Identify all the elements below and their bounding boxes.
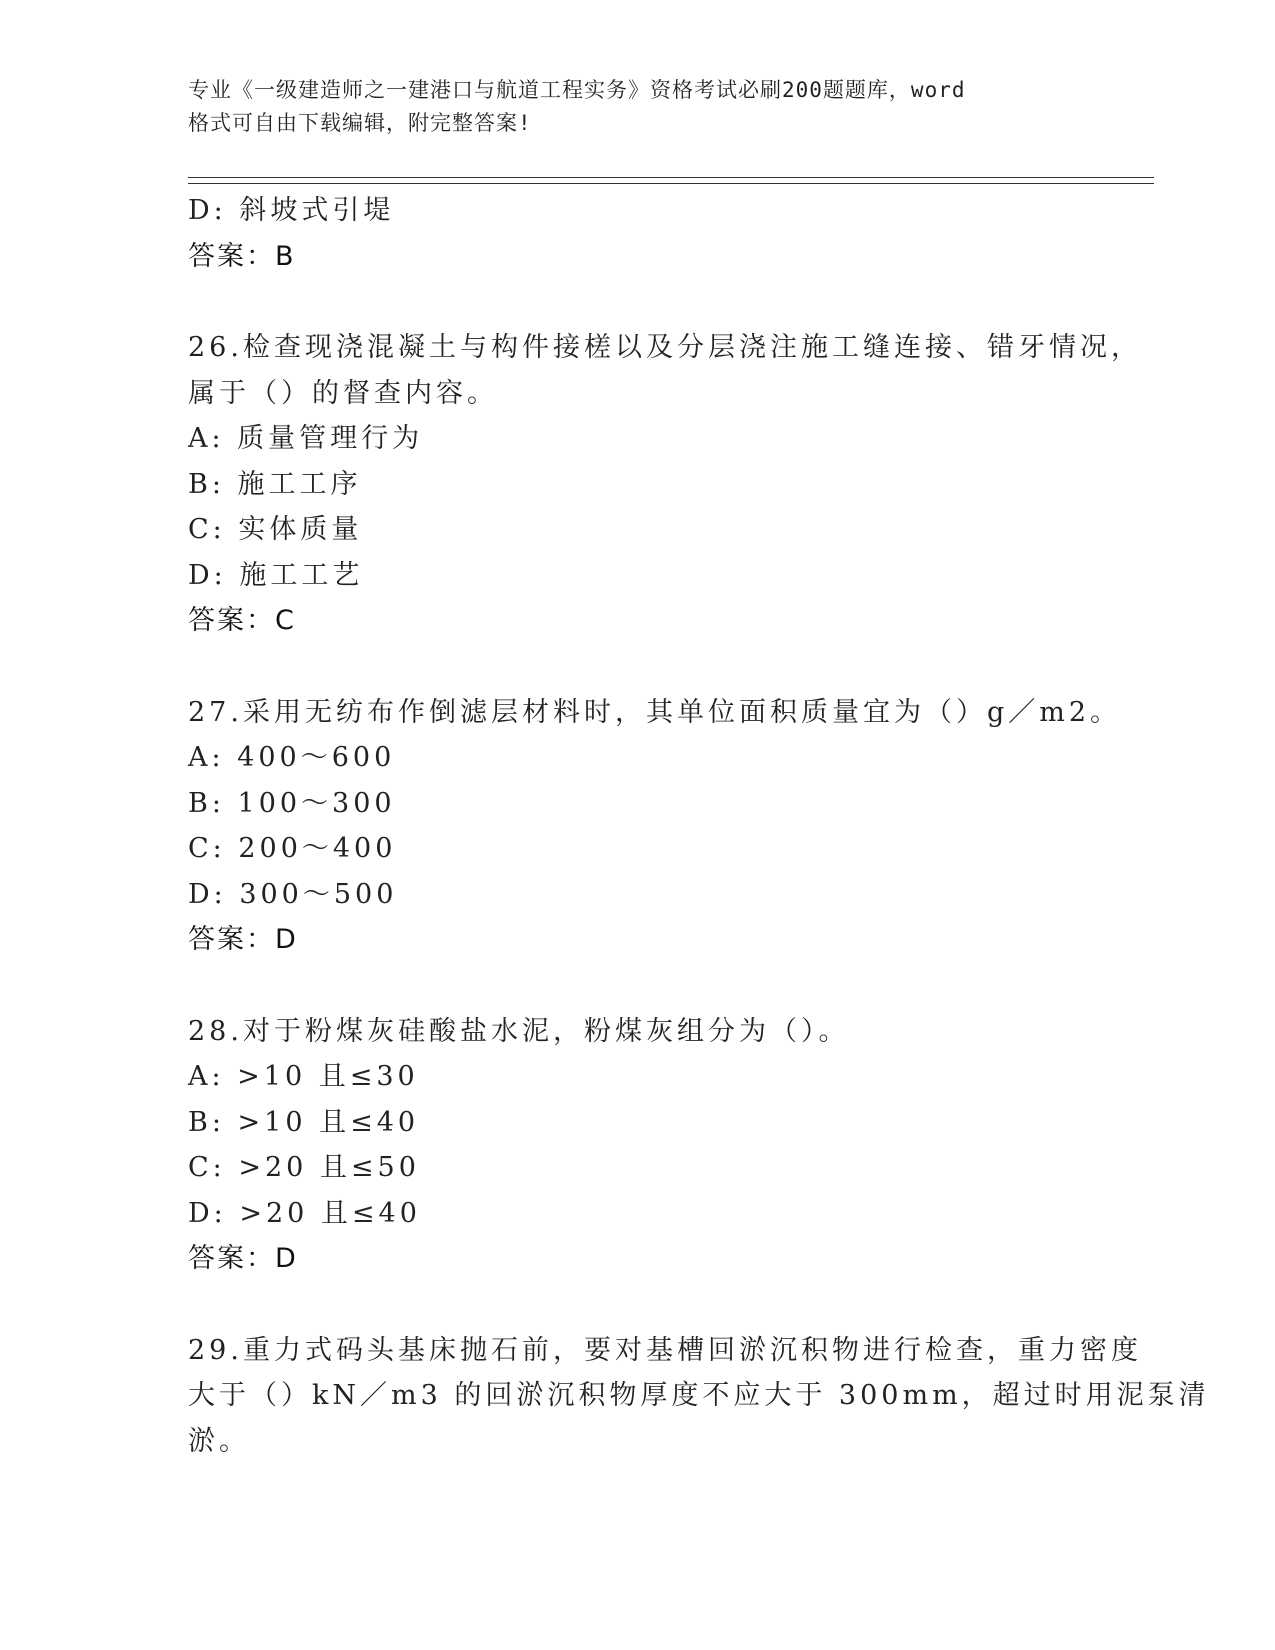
q27-option-b: B: 100～300	[188, 787, 396, 819]
q28-stem-line-1: 28.对于粉煤灰硅酸盐水泥，粉煤灰组分为（）。	[188, 1015, 850, 1047]
q28-option-c: C: >20 且≤50	[188, 1152, 420, 1183]
q29-stem-line-3: 淤。	[188, 1425, 250, 1457]
q28-option-d: D: >20 且≤40	[188, 1197, 421, 1229]
q28-option-b: B: >10 且≤40	[188, 1106, 420, 1138]
header-line-2: 格式可自由下载编辑，附完整答案!	[188, 111, 532, 135]
q26-stem-line-2: 属于（）的督查内容。	[188, 377, 498, 409]
q25-option-d: D: 斜坡式引堤	[188, 195, 395, 226]
q29-stem-line-2: 大于（）kN／m3 的回淤沉积物厚度不应大于 300mm，超过时用泥泵清	[188, 1380, 1210, 1411]
spacer	[188, 963, 1088, 1009]
q27-option-a: A: 400～600	[188, 742, 396, 773]
spacer	[188, 644, 1088, 690]
document-header	[188, 74, 1088, 140]
q25-answer: 答案：B	[188, 240, 296, 272]
q28-answer: 答案：D	[188, 1243, 298, 1274]
spacer	[188, 279, 1088, 325]
q27-answer: 答案：D	[188, 924, 298, 955]
q26-option-d: D: 施工工艺	[188, 559, 364, 591]
header-divider-bottom	[188, 183, 1154, 184]
q29-stem-line-1: 29.重力式码头基床抛石前，要对基槽回淤沉积物进行检查，重力密度	[188, 1334, 1142, 1366]
header-line-1: 专业《一级建造师之一建港口与航道工程实务》资格考试必刷200题题库，word	[188, 78, 966, 102]
q28-option-a: A: >10 且≤30	[188, 1061, 419, 1092]
q27-stem-line-1: 27.采用无纺布作倒滤层材料时，其单位面积质量宜为（）g／m2。	[188, 696, 1122, 728]
spacer	[188, 1282, 1088, 1328]
q26-option-c: C: 实体质量	[188, 514, 363, 545]
q27-option-d: D: 300～500	[188, 878, 398, 910]
q26-stem-line-1: 26.检查现浇混凝土与构件接槎以及分层浇注施工缝连接、错牙情况，	[188, 332, 1142, 363]
q26-answer: 答案：C	[188, 605, 296, 636]
header-divider-top	[188, 177, 1154, 178]
q26-option-b: B: 施工工序	[188, 468, 362, 500]
q27-option-c: C: 200～400	[188, 833, 397, 864]
q26-option-a: A: 质量管理行为	[188, 423, 424, 454]
question-list	[188, 188, 1210, 1464]
